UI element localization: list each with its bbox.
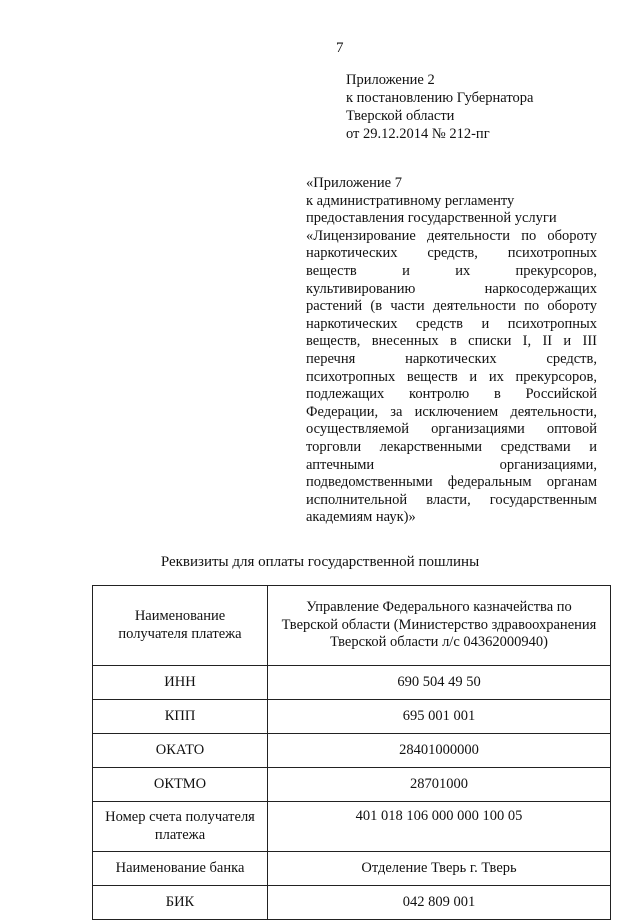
- row-label: КПП: [93, 700, 268, 734]
- regulation-line: «Лицензирование деятельности по обороту: [306, 227, 597, 244]
- table-row: [93, 852, 611, 886]
- regulation-line: исполнительной власти, государственным: [306, 491, 597, 508]
- page-number: 7: [336, 40, 344, 56]
- row-value: 28401000000: [268, 734, 611, 768]
- row-label: [93, 586, 268, 666]
- row-label: БИК: [93, 886, 268, 920]
- appendix-line: к постановлению Губернатора: [346, 90, 534, 106]
- row-value: 695 001 001: [268, 700, 611, 734]
- regulation-line: предоставления государственной услуги: [306, 210, 557, 227]
- regulation-line: аптечными организациями,: [306, 456, 597, 473]
- regulation-line: подлежащих контролю в Российской: [306, 386, 597, 403]
- regulation-line: осуществляемой организациями оптовой: [306, 421, 597, 438]
- regulation-line: перечня наркотических средств,: [306, 350, 597, 367]
- appendix-line: от 29.12.2014 № 212-пг: [346, 126, 490, 142]
- table-row: [93, 734, 611, 768]
- row-value: 690 504 49 50: [268, 666, 611, 700]
- row-value: Отделение Тверь г. Тверь: [268, 852, 611, 886]
- table-row: [93, 802, 611, 852]
- row-label-line: Номер счета получателя: [105, 809, 255, 825]
- appendix-line: Тверской области: [346, 108, 455, 124]
- regulation-line: наркотических средств и психотропных: [306, 315, 597, 332]
- table-row: [93, 666, 611, 700]
- regulation-line: торговли лекарственными средствами и: [306, 438, 597, 455]
- regulation-line: растений (в части деятельности по обороту: [306, 298, 597, 315]
- table-row: [93, 586, 611, 666]
- table-row: [93, 886, 611, 920]
- row-label: Наименование банка: [93, 852, 268, 886]
- payment-details-table: [92, 585, 611, 920]
- row-value-line: Тверской области (Министерство здравоохранения: [281, 616, 597, 633]
- row-label: ОКАТО: [93, 734, 268, 768]
- table-row: [93, 768, 611, 802]
- regulation-line: культивированию наркосодержащих: [306, 280, 597, 297]
- regulation-line: веществ и их прекурсоров,: [306, 262, 597, 279]
- row-label-line: Наименование: [134, 608, 226, 624]
- row-value-line: Тверской области л/с 04362000940): [330, 634, 548, 651]
- row-label: ИНН: [93, 666, 268, 700]
- regulation-line: веществ, внесенных в списки I, II и III: [306, 333, 597, 350]
- regulation-line: Федерации, за исключением деятельности,: [306, 403, 597, 420]
- regulation-line: наркотических средств, психотропных: [306, 245, 597, 262]
- row-value: 401 018 106 000 000 100 05: [268, 802, 611, 852]
- payment-details-title: Реквизиты для оплаты государственной пошлины: [160, 554, 480, 570]
- regulation-line: психотропных веществ и их прекурсоров,: [306, 368, 597, 385]
- regulation-line: «Приложение 7: [306, 175, 402, 191]
- row-label: ОКТМО: [93, 768, 268, 802]
- row-label: [93, 802, 268, 852]
- row-label-line: получателя платежа: [118, 625, 242, 642]
- regulation-line: подведомственными федеральным органам: [306, 474, 597, 491]
- row-label-line: платежа: [154, 826, 206, 843]
- table-row: [93, 700, 611, 734]
- row-value: 042 809 001: [268, 886, 611, 920]
- row-value-line: Управление Федерального казначейства по: [306, 599, 572, 616]
- regulation-header: [306, 175, 597, 527]
- appendix-header: [346, 71, 533, 143]
- regulation-line: к административному регламенту: [306, 192, 515, 209]
- appendix-line: Приложение 2: [346, 72, 435, 88]
- row-value: 28701000: [268, 768, 611, 802]
- regulation-line: академиям наук)»: [306, 509, 416, 526]
- row-value: [268, 586, 611, 666]
